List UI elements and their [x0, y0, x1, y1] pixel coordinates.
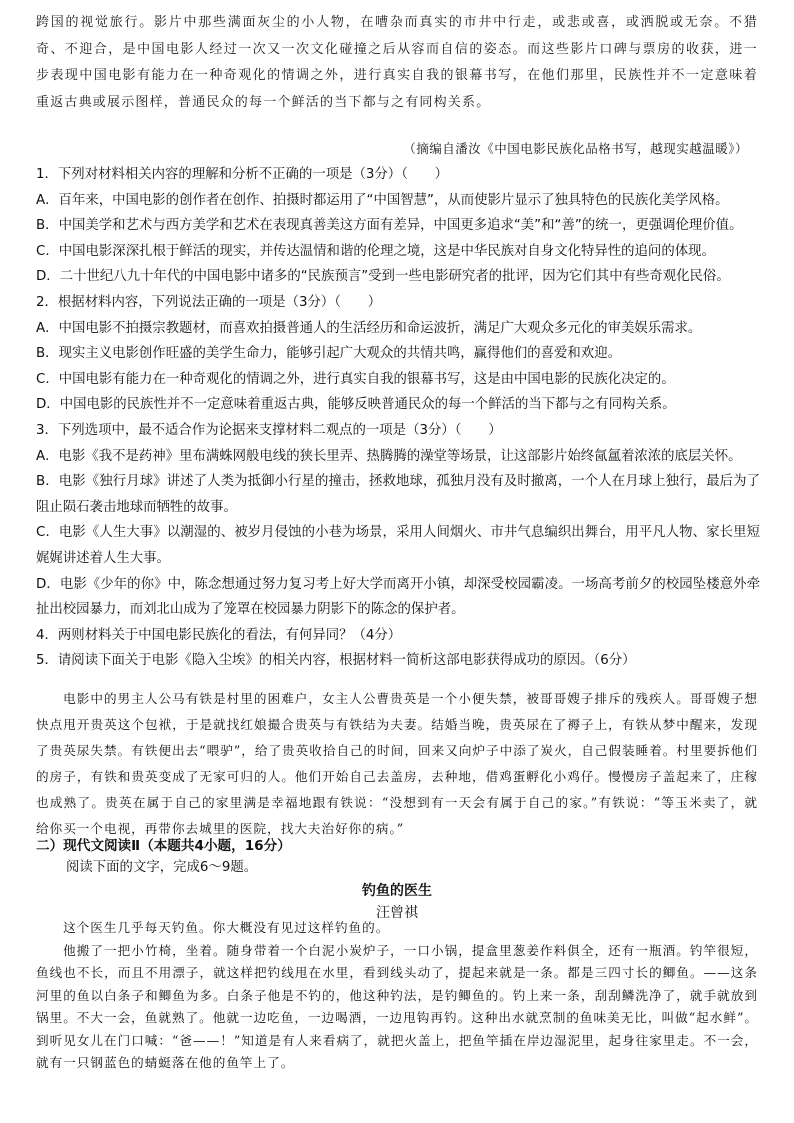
- passage-paragraph: 跨国的视觉旅行。影片中那些满面灰尘的小人物，在嘈杂而真实的市井中行走，或悲或喜，或洒脱或无奈。不猎奇、不迎合，是中国电影人经过一次又一次文化碰撞之后从容而自信的姿态。而这些影片口碑与票房的收获，进一步表现中国电影有能力在一种奇观化的情调之外，进行真实自我的银幕书写，在他们那里，民族性并不一定意味着重返古典或展示图样，普通民众的每一个鲜活的当下都与之有同构关系。: [36, 15, 758, 110]
- source-citation: （摘编自潘汝《中国电影民族化品格书写，越现实越温暖》）: [403, 141, 748, 156]
- story-title: 钓鱼的医生: [362, 883, 432, 899]
- question-2-option-b: B．现实主义电影创作旺盛的美学生命力，能够引起广大观众的共情共鸣，赢得他们的喜爱和欢迎。: [36, 346, 621, 362]
- passage-continuation: [36, 10, 758, 116]
- question-1-option-a: A．百年来，中国电影的创作者在创作、拍摄时都运用了“中国智慧”，从而使影片显示了独具特色的民族化美学风格。: [36, 192, 729, 208]
- question-3-stem: 3．下列选项中，最不适合作为论据来支撑材料二观点的一项是（3分）（ ）: [36, 422, 502, 438]
- question-2-option-d: D．中国电影的民族性并不一定意味着重返古典，能够反映普通民众的每一个鲜活的当下都与之有同构关系。: [36, 397, 676, 413]
- film-passage: [36, 686, 758, 842]
- question-1-option-c: C．中国电影深深扎根于鲜活的现实，并传达温情和谐的伦理之境，这是中华民族对自身文化特异性的追问的体现。: [36, 243, 715, 259]
- film-passage-paragraph: 电影中的男主人公马有铁是村里的困难户，女主人公曹贵英是一个小便失禁，被哥哥嫂子排斥的残疾人。哥哥嫂子想快点甩开贵英这个包袱，于是就找红娘撮合贵英与有铁结为夫妻。结婚当晚，贵英尿在了褥子上，有铁从梦中醒来，发现了贵英尿失禁。有铁便出去“喂驴”，给了贵英收拾自己的时间，回来又向炉子中添了炭火，自己假装睡着。村里要拆他们的房子，有铁和贵英变成了无家可归的人。他们开始自己去盖房，去种地，借鸡蛋孵化小鸡仔。慢慢房子盖起来了，庄稼也成熟了。贵英在属于自己的家里满是幸福地跟有铁说：“没想到有一天会有属于自己的家。”有铁说：“等玉米卖了，就给你买一个电视，再带你去城里的医院，找大夫治好你的病。”: [36, 691, 758, 836]
- question-1-stem: 1．下列对材料相关内容的理解和分析不正确的一项是（3分）（ ）: [36, 167, 449, 182]
- question-3-option-d: D．电影《少年的你》中，陈念想通过努力复习考上好大学而离开小镇，却深受校园霸凌。一场高考前夕的校园坠楼意外牵扯出校园暴力，而刘北山成为了笼罩在校园暴力阴影下的陈念的保护者。: [36, 576, 760, 618]
- section-instruction: 阅读下面的文字，完成6～9题。: [66, 860, 258, 875]
- story-author: 汪曾祺: [376, 905, 418, 921]
- question-3-option-a: A．电影《我不是药神》里布满蛛网般电线的狭长里弄、热腾腾的澡堂等场景，让这部影片始终氤氲着浓浓的底层关怀。: [36, 448, 742, 464]
- question-list: [36, 162, 760, 674]
- question-3-option-c: C．电影《人生大事》以潮湿的、被岁月侵蚀的小巷为场景，采用人间烟火、市井气息编织出舞台，用平凡人物、家长里短娓娓讲述着人生大事。: [36, 525, 760, 566]
- question-1-option-b: B．中国美学和艺术与西方美学和艺术在表现真善美这方面有差异，中国更多追求“美”和“善”的统一，更强调伦理价值。: [36, 218, 743, 234]
- question-4-stem: 4．两则材料关于中国电影民族化的看法，有何异同？（4分）: [36, 627, 402, 643]
- question-2-option-c: C．中国电影有能力在一种奇观化的情调之外，进行真实自我的银幕书写，这是由中国电影的民族化决定的。: [36, 371, 675, 387]
- question-2-stem: 2．根据材料内容，下列说法正确的一项是（3分）（ ）: [36, 294, 382, 310]
- section-heading: 二）现代文阅读Ⅱ（本题共4小题，16分）: [36, 838, 291, 854]
- question-2-option-a: A．中国电影不拍摄宗教题材，而喜欢拍摄普通人的生活经历和命运波折，满足广大观众多元化的审美娱乐需求。: [36, 320, 702, 336]
- question-3-option-b: B．电影《独行月球》讲述了人类为抵御小行星的撞击，拯救地球，孤独月没有及时撤离，一个人在月球上独行，最后为了阻止陨石袭击地球而牺牲的故事。: [36, 474, 760, 515]
- story-paragraph: 这个医生几乎每天钓鱼。你大概没有见过这样钓鱼的。: [63, 920, 390, 935]
- story-body: [36, 917, 758, 1075]
- question-5-stem: 5．请阅读下面关于电影《隐入尘埃》的相关内容，根据材料一简析这部电影获得成功的原因。（6分）: [36, 653, 636, 669]
- question-1-option-d: D．二十世纪八九十年代的中国电影中诸多的“民族预言”受到一些电影研究者的批评，因为它们其中有些奇观化民俗。: [36, 269, 730, 285]
- story-paragraph: 他搬了一把小竹椅，坐着。随身带着一个白泥小炭炉子，一口小锅，提盒里葱姜作料俱全，还有一瓶酒。钓竿很短，鱼线也不长，而且不用漂子，就这样把钓线甩在水里，看到线头动了，提起来就是一条。都是三四寸长的鲫鱼。——这条河里的鱼以白条子和鲫鱼为多。白条子他是不钓的，他这种钓法，是钓鲫鱼的。钓上来一条，刮刮鳞洗净了，就手就放到锅里。不大一会，鱼就熟了。他就一边吃鱼，一边喝酒，一边甩钩再钓。这种出水就烹制的鱼味美无比，叫做“起水鲜”。到听见女儿在门口喊：“爸——！”知道是有人来看病了，就把火盖上，把鱼竿插在岸边湿泥里，起身往家里走。不一会，就有一只钢蓝色的蜻蜓落在他的鱼竿上了。: [36, 942, 758, 1070]
